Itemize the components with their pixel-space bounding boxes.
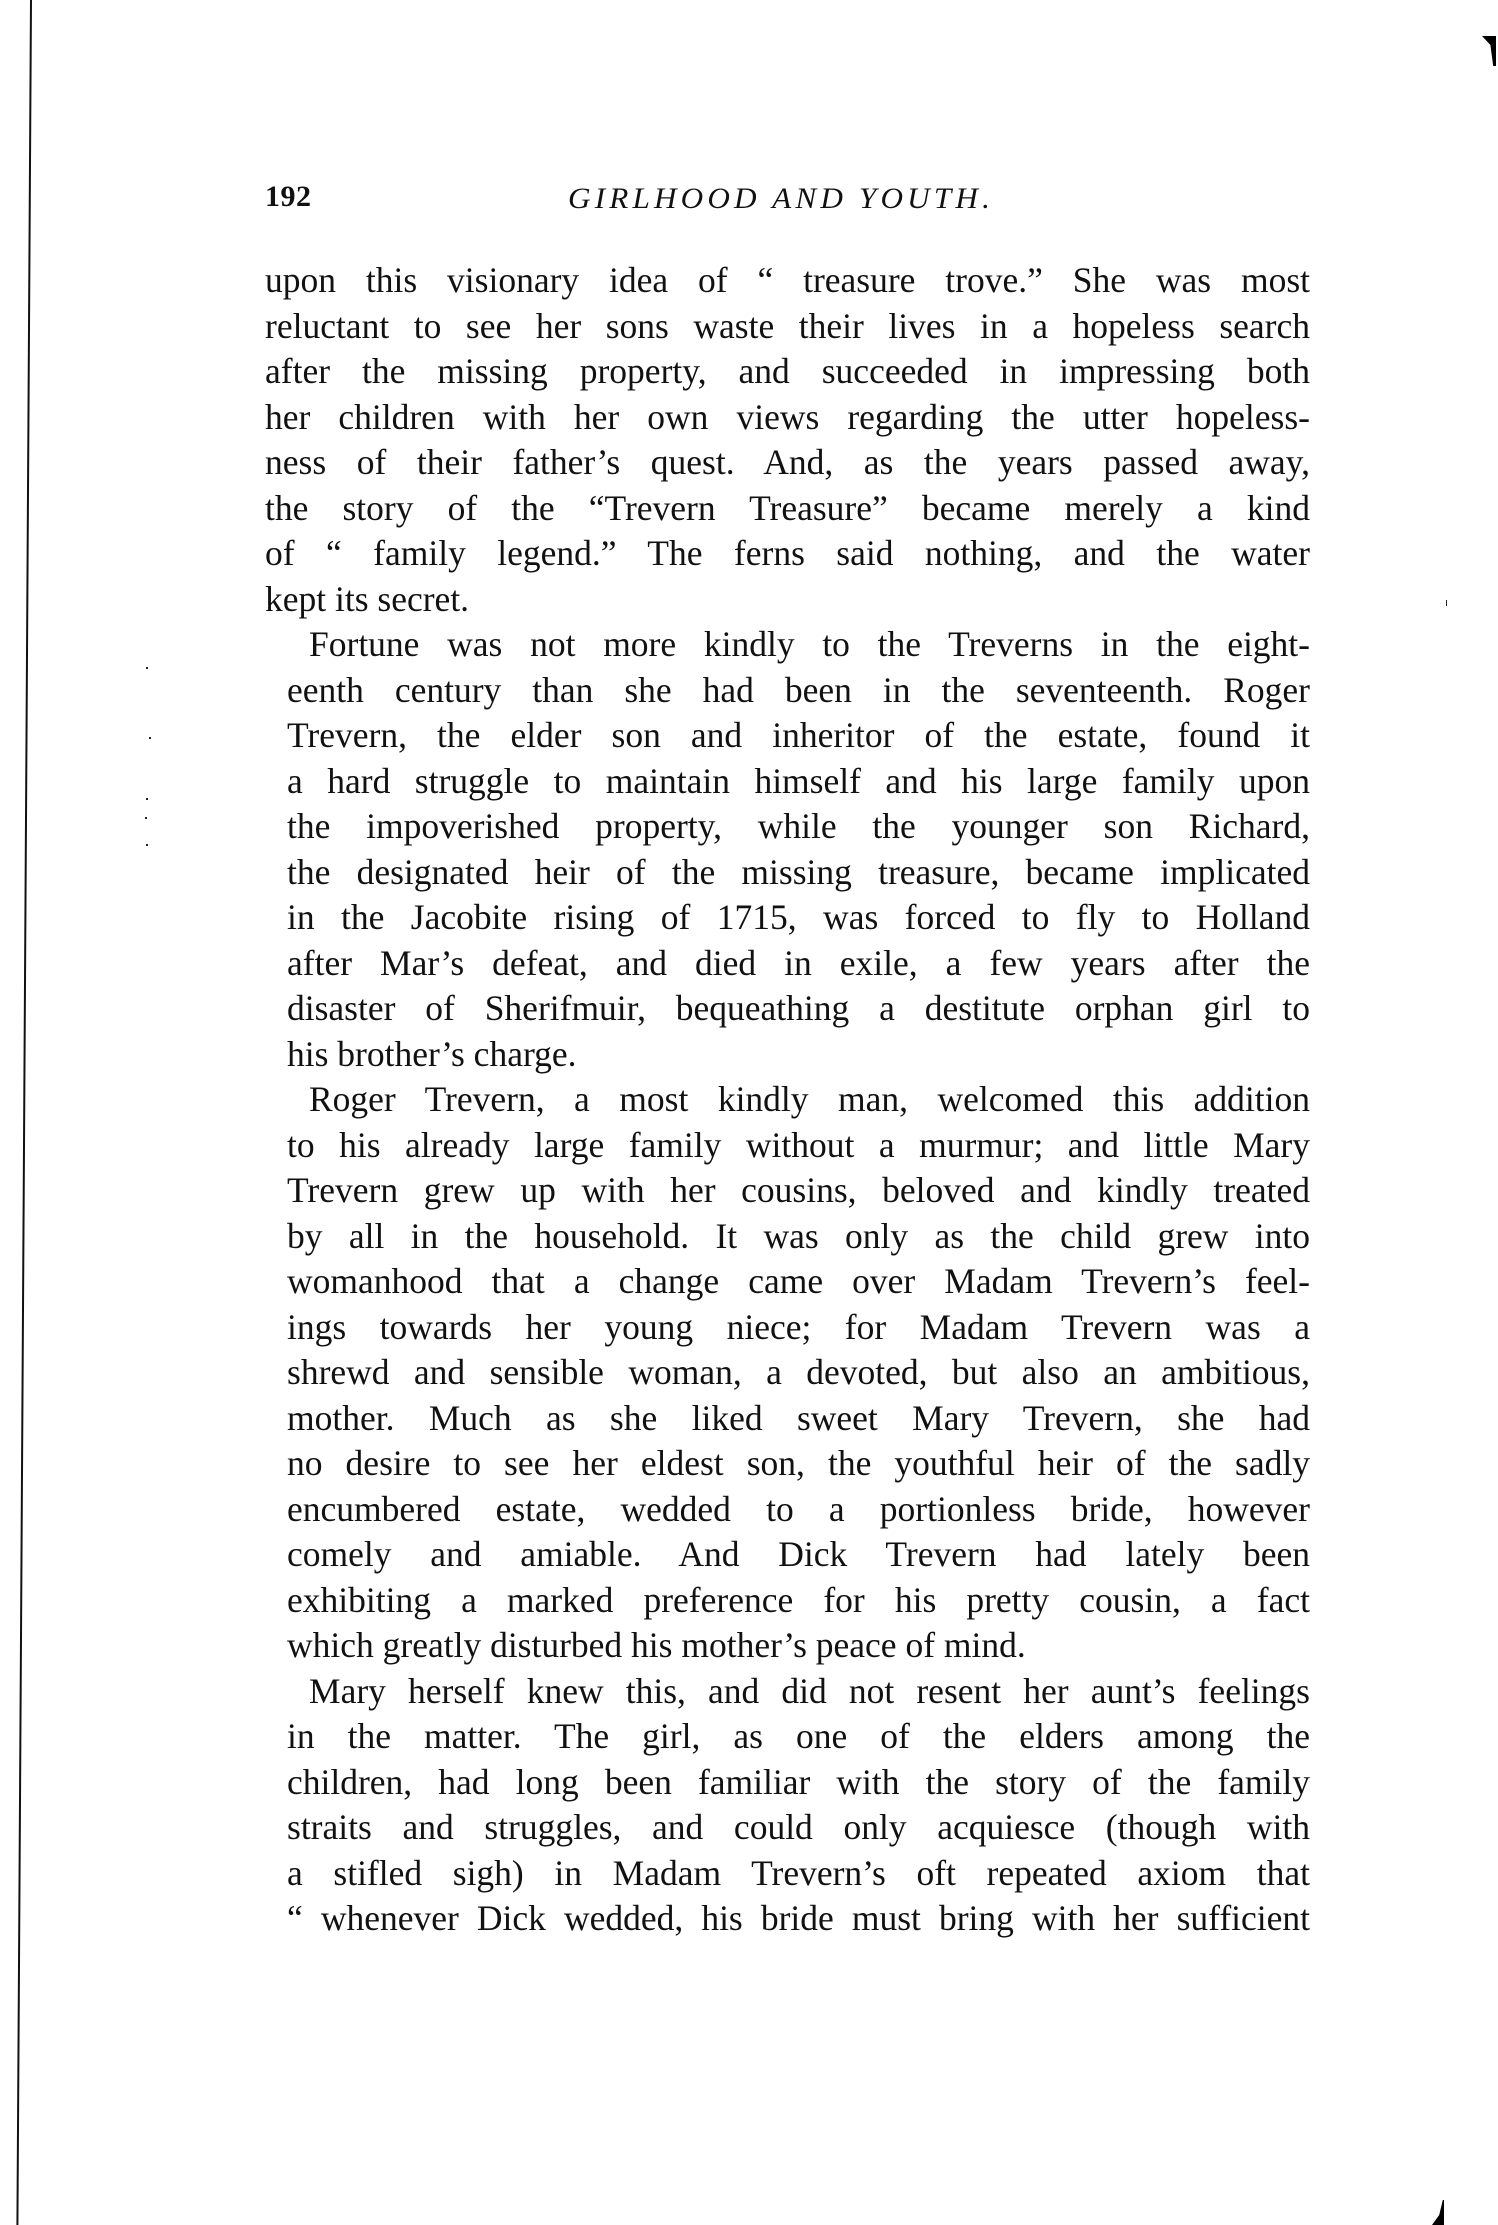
text-line: a stifled sigh) in Madam Trevern’s oft repeated axiom that xyxy=(287,1852,1310,1893)
text-line: of “ family legend.” The ferns said nothing, and the water xyxy=(265,533,1310,573)
text-line: the story of the “Trevern Treasure” became merely a kind xyxy=(265,487,1310,528)
text-line: his brother’s charge. xyxy=(287,1033,577,1074)
text-line: disaster of Sherifmuir, bequeathing a destitute orphan girl to xyxy=(287,988,1310,1028)
body-text xyxy=(265,258,1310,1942)
text-line: the impoverished property, while the younger son Richard, xyxy=(287,806,1310,846)
paragraph xyxy=(265,622,1310,1077)
text-line: to his already large family without a murmur; and little Mary xyxy=(287,1124,1310,1165)
text-line: “ whenever Dick wedded, his bride must bring with her sufficient xyxy=(287,1898,1310,1938)
text-line: children, had long been familiar with the story of the family xyxy=(287,1761,1310,1802)
text-line: after Mar’s defeat, and died in exile, a few years after the xyxy=(287,942,1310,983)
text-line: a hard struggle to maintain himself and his large family upon xyxy=(287,760,1310,801)
text-line: ings towards her young niece; for Madam Trevern was a xyxy=(287,1306,1310,1347)
text-line: womanhood that a change came over Madam Trevern’s feel- xyxy=(287,1261,1310,1301)
page-number: 192 xyxy=(265,180,312,213)
scan-speck xyxy=(1446,600,1447,606)
text-line: upon this visionary idea of “ treasure trove.” She was most xyxy=(265,260,1310,300)
text-line: after the missing property, and succeeded in impressing both xyxy=(265,351,1310,391)
scan-speck xyxy=(146,667,148,669)
text-line: eenth century than she had been in the seventeenth. Roger xyxy=(287,669,1310,710)
scan-edge-line xyxy=(16,0,32,2225)
scan-speck xyxy=(146,798,148,800)
text-line: ness of their father’s quest. And, as the years passed away, xyxy=(265,442,1310,482)
text-line: shrewd and sensible woman, a devoted, but also an ambitious, xyxy=(287,1352,1310,1392)
scan-speck xyxy=(145,817,147,819)
book-page xyxy=(265,180,1310,1942)
text-line: exhibiting a marked preference for his pretty cousin, a fact xyxy=(287,1579,1310,1620)
scan-artifact-top-right xyxy=(1482,36,1496,66)
text-line: the designated heir of the missing treasure, became implicated xyxy=(287,851,1310,892)
text-line: encumbered estate, wedded to a portionless bride, however xyxy=(287,1488,1310,1529)
scan-speck xyxy=(149,737,151,739)
text-line: no desire to see her eldest son, the youthful heir of the sadly xyxy=(287,1443,1310,1483)
text-line: in the Jacobite rising of 1715, was forced to fly to Holland xyxy=(287,897,1310,937)
text-line: Trevern, the elder son and inheritor of the estate, found it xyxy=(287,715,1310,755)
text-line: Mary herself knew this, and did not resent her aunt’s feelings xyxy=(309,1670,1310,1711)
running-title: GIRLHOOD AND YOUTH. xyxy=(568,182,995,215)
paragraph xyxy=(265,1077,1310,1669)
paragraph xyxy=(265,258,1310,622)
scan-speck xyxy=(146,844,148,846)
text-line: by all in the household. It was only as the child grew into xyxy=(287,1215,1310,1256)
text-line: comely and amiable. And Dick Trevern had lately been xyxy=(287,1534,1310,1574)
text-line: in the matter. The girl, as one of the elders among the xyxy=(287,1716,1310,1756)
text-line: Fortune was not more kindly to the Treverns in the eight- xyxy=(309,624,1310,664)
text-line: her children with her own views regarding the utter hopeless- xyxy=(265,396,1310,437)
scan-artifact-bottom-right xyxy=(1432,2200,1444,2225)
paragraph xyxy=(265,1669,1310,1942)
running-head xyxy=(265,180,1310,230)
text-line: Trevern grew up with her cousins, beloved and kindly treated xyxy=(287,1170,1310,1210)
text-line: kept its secret. xyxy=(265,578,470,619)
text-line: reluctant to see her sons waste their lives in a hopeless search xyxy=(265,305,1310,346)
text-line: mother. Much as she liked sweet Mary Trevern, she had xyxy=(287,1397,1310,1438)
text-line: Roger Trevern, a most kindly man, welcomed this addition xyxy=(309,1079,1310,1119)
text-line: straits and struggles, and could only acquiesce (though with xyxy=(287,1807,1310,1847)
text-line: which greatly disturbed his mother’s peace of mind. xyxy=(287,1625,1026,1665)
